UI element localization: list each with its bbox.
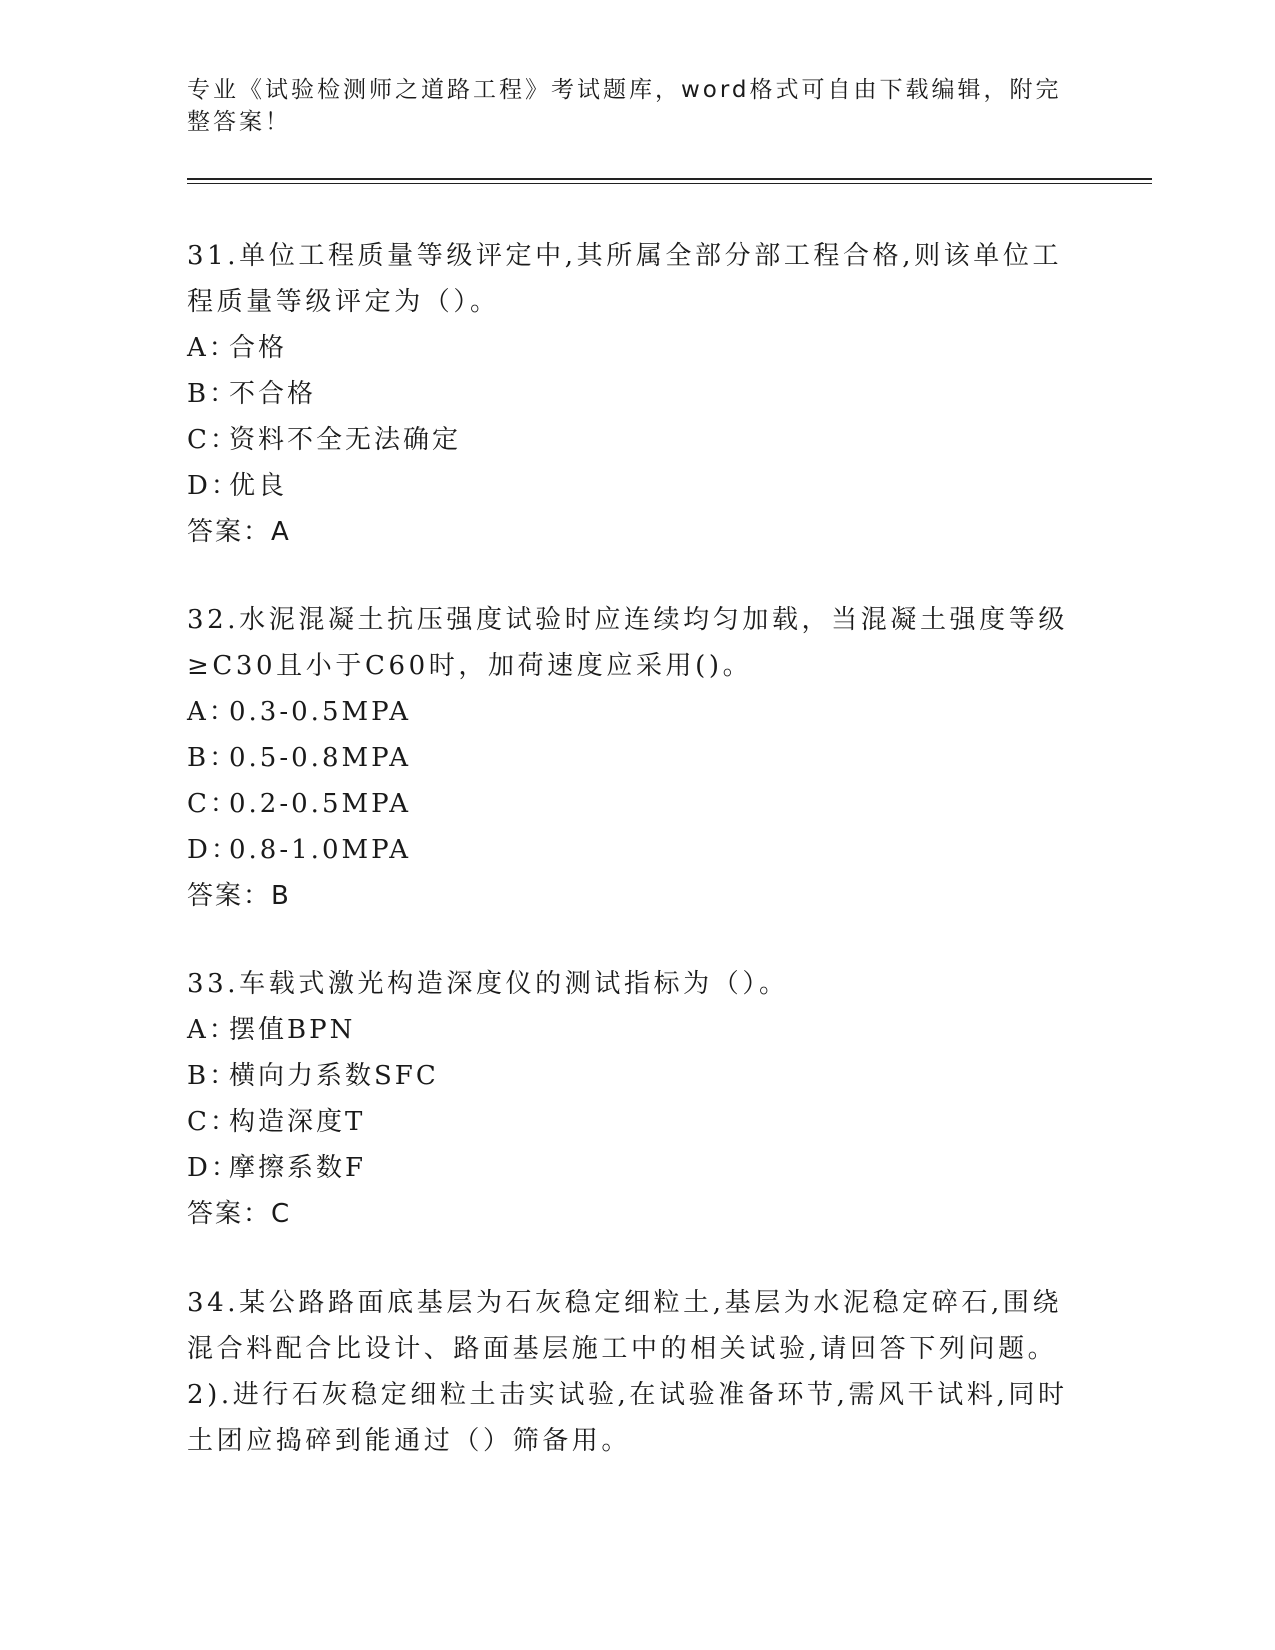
option-c <box>187 1099 1087 1145</box>
header-divider <box>187 178 1152 180</box>
option-letter: C： <box>187 425 239 455</box>
question-stem: 31.单位工程质量等级评定中,其所属全部分部工程合格,则该单位工程质量等级评定为（）。 <box>187 241 1063 317</box>
option-b <box>187 1053 1087 1099</box>
option-text: 0.8-1.0MPA <box>229 835 411 865</box>
option-text: 合格 <box>229 333 288 363</box>
option-a <box>187 689 1087 735</box>
option-text: 摆值BPN <box>229 1015 356 1045</box>
option-letter: A： <box>187 333 238 363</box>
option-b <box>187 371 1087 417</box>
option-text: 不合格 <box>229 379 317 409</box>
question-33 <box>187 961 1087 1237</box>
question-stem: 32.水泥混凝土抗压强度试验时应连续均匀加载，当混凝土强度等级≥C30且小于C60时，加荷速度应采用()。 <box>187 605 1068 681</box>
option-text: 0.5-0.8MPA <box>229 743 411 773</box>
option-c <box>187 781 1087 827</box>
question-stem: 34.某公路路面底基层为石灰稳定细粒土,基层为水泥稳定碎石,围绕混合料配合比设计、路面基层施工中的相关试验,请回答下列问题。2).进行石灰稳定细粒土击实试验,在试验准备环节,需风干试料,同时土团应捣碎到能通过（）筛备用。 <box>187 1288 1068 1456</box>
document-header: 专业《试验检测师之道路工程》考试题库，word格式可自由下载编辑，附完整答案！ <box>187 77 1062 135</box>
question-31 <box>187 233 1087 555</box>
option-letter: C： <box>187 1107 239 1137</box>
option-letter: D： <box>187 835 240 865</box>
answer-line: 答案：C <box>187 1199 292 1229</box>
option-letter: A： <box>187 1015 238 1045</box>
option-letter: B： <box>187 743 239 773</box>
question-32 <box>187 597 1087 919</box>
header-divider-thin <box>187 183 1152 184</box>
option-d <box>187 827 1087 873</box>
option-text: 摩擦系数F <box>229 1153 367 1183</box>
option-text: 0.2-0.5MPA <box>229 789 411 819</box>
option-text: 构造深度T <box>229 1107 366 1137</box>
option-letter: D： <box>187 471 240 501</box>
answer-line: 答案：B <box>187 881 291 911</box>
option-b <box>187 735 1087 781</box>
option-text: 横向力系数SFC <box>229 1061 439 1091</box>
option-letter: B： <box>187 1061 239 1091</box>
option-c <box>187 417 1087 463</box>
option-letter: B： <box>187 379 239 409</box>
option-text: 0.3-0.5MPA <box>229 697 411 727</box>
answer-line: 答案：A <box>187 517 291 547</box>
option-letter: C： <box>187 789 239 819</box>
question-34 <box>187 1280 1087 1464</box>
option-a <box>187 1007 1087 1053</box>
question-stem: 33.车载式激光构造深度仪的测试指标为（）。 <box>187 969 789 999</box>
option-text: 优良 <box>229 471 288 501</box>
option-d <box>187 1145 1087 1191</box>
option-letter: D： <box>187 1153 240 1183</box>
option-d <box>187 463 1087 509</box>
option-text: 资料不全无法确定 <box>229 425 462 455</box>
option-letter: A： <box>187 697 238 727</box>
option-a <box>187 325 1087 371</box>
